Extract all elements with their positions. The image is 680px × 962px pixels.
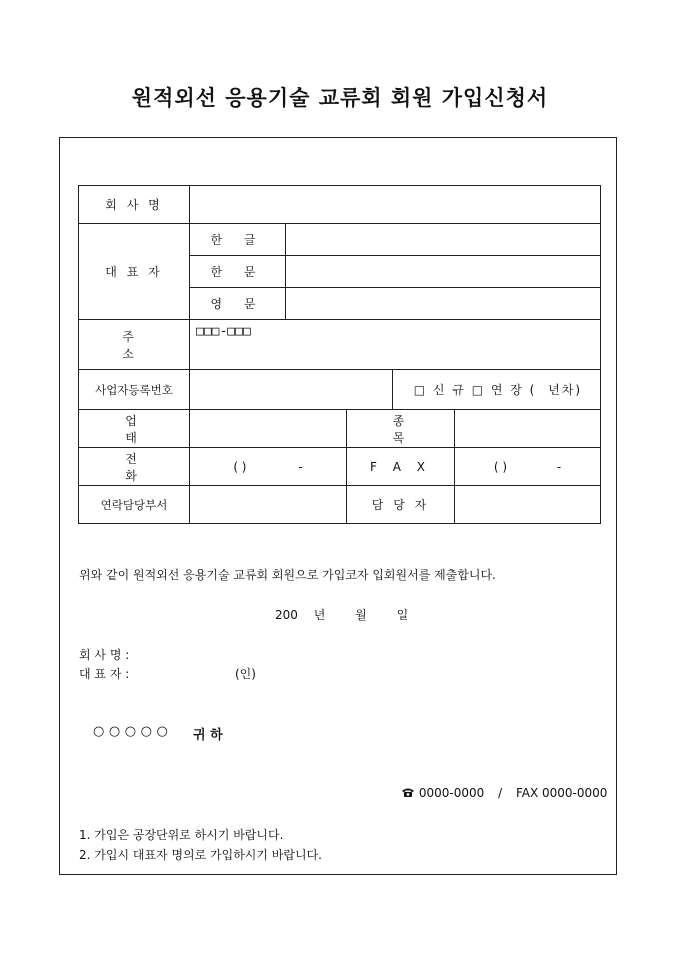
rep-korean-label: 한 글 (190, 224, 286, 256)
declaration-text: 위와 같이 원적외선 응용기술 교류회 회원으로 가입코자 입회원서를 제출합니다. (79, 568, 496, 582)
contact-fax: FAX 0000-0000 (515, 786, 608, 800)
membership-type (393, 370, 601, 410)
business-number-field[interactable] (190, 370, 393, 410)
fax-label: F A X (347, 448, 455, 486)
address-label: 주 소 (79, 320, 190, 370)
recipient-honorific: 귀 하 (193, 728, 223, 743)
new-checkbox[interactable]: □ (413, 383, 428, 397)
company-name-field[interactable] (190, 186, 601, 224)
renew-checkbox[interactable]: □ (471, 383, 486, 397)
fax-area-code: ( ) (493, 459, 508, 474)
phone-label: 전 화 (79, 448, 190, 486)
date-month: 월 (355, 608, 367, 622)
representative-label: 대 표 자 (79, 224, 190, 320)
industry-label: 업 태 (79, 410, 190, 448)
rep-hanja-field[interactable] (286, 256, 601, 288)
signature-company-label: 회 사 명 : (79, 648, 130, 662)
note-item: 1. 가입은 공장단위로 하시기 바랍니다. (79, 828, 284, 842)
manager-label: 담 당 자 (347, 486, 455, 524)
manager-field[interactable] (455, 486, 601, 524)
years-label: 년차) (548, 383, 583, 397)
item-field[interactable] (455, 410, 601, 448)
page-title: 원적외선 응용기술 교류회 회원 가입신청서 (131, 85, 549, 110)
contact-line (401, 786, 607, 800)
industry-field[interactable] (190, 410, 347, 448)
signature-rep-label: 대 표 자 : (79, 667, 130, 681)
date-year: 년 (313, 608, 326, 622)
renew-label: 연 장 ( (490, 383, 537, 397)
contact-phone: 0000-0000 (418, 786, 485, 800)
fax-field[interactable] (455, 448, 601, 486)
application-date (275, 606, 408, 623)
company-name-label: 회 사 명 (79, 186, 190, 224)
rep-korean-field[interactable] (286, 224, 601, 256)
application-table (78, 185, 601, 524)
contact-department-label: 연락담당부서 (79, 486, 190, 524)
phone-icon (401, 787, 415, 798)
contact-department-field[interactable] (190, 486, 347, 524)
seal-mark: (인) (235, 667, 256, 681)
fax-dash: - (556, 459, 562, 474)
date-day: 일 (396, 608, 409, 622)
date-year-prefix: 200 (275, 608, 298, 622)
phone-dash: - (298, 459, 303, 474)
item-label: 종 목 (347, 410, 455, 448)
rep-hanja-label: 한 문 (190, 256, 286, 288)
phone-field[interactable] (190, 448, 347, 486)
business-number-label: 사업자등록번호 (79, 370, 190, 410)
recipient-placeholder: ○ ○ ○ ○ ○ (93, 724, 168, 739)
zip-code-boxes: □□□-□□□ (196, 324, 251, 339)
phone-area-code: ( ) (233, 459, 247, 474)
address-field[interactable] (190, 320, 601, 370)
rep-english-field[interactable] (286, 288, 601, 320)
new-label: 신 규 (432, 383, 466, 397)
rep-english-label: 영 문 (190, 288, 286, 320)
note-item: 2. 가입시 대표자 명의로 가입하시기 바랍니다. (79, 848, 322, 862)
contact-separator: / (498, 786, 503, 800)
